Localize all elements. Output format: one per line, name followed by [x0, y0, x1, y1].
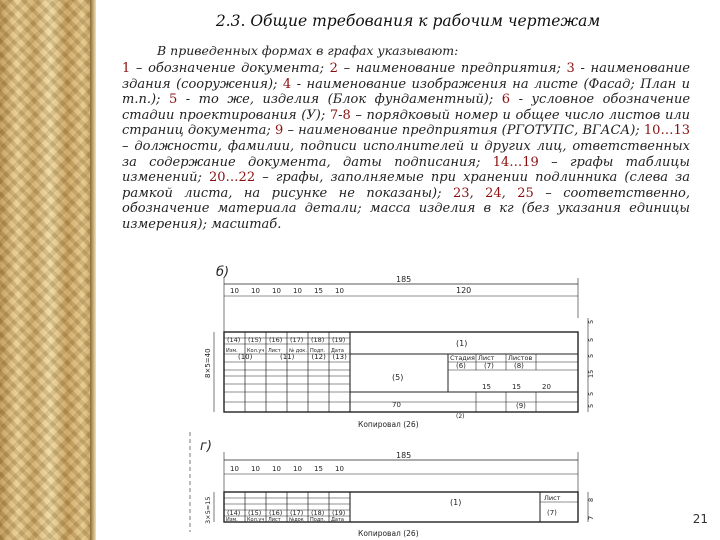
- drawing-b: [204, 265, 595, 429]
- field-number: 10…13: [643, 123, 690, 139]
- description-paragraph: [122, 61, 690, 233]
- dim-185-g: 185: [396, 451, 412, 460]
- description-text: ,: [501, 185, 518, 201]
- drawing-g-label: г): [200, 439, 212, 454]
- dim-left-g: 3×5=15: [204, 496, 212, 524]
- dim-right-b-1: 5: [587, 337, 595, 342]
- change-col-14: (14): [227, 509, 241, 517]
- field-9: (9): [516, 402, 526, 410]
- dim-10-g-3: 10: [293, 465, 302, 473]
- dim-10-0: 10: [230, 287, 239, 295]
- dim-right-b-2: 5: [587, 353, 595, 358]
- dim-10-g-5: 10: [335, 465, 344, 473]
- change-col-16: (16): [269, 509, 283, 517]
- header-4: Подп.: [310, 348, 326, 354]
- header-1: Кол.уч: [247, 348, 265, 354]
- dim-10-3: 10: [293, 287, 302, 295]
- description-text: -: [338, 107, 343, 123]
- stage-header-0: Стадия: [450, 354, 475, 362]
- change-col-15: (15): [248, 509, 262, 517]
- change-col-16: (16): [269, 336, 283, 344]
- field-70: 70: [392, 401, 401, 409]
- copy-label-b: Копировал (26): [358, 420, 419, 429]
- header-4: Подп.: [310, 517, 326, 523]
- field-number: 20…22: [209, 170, 256, 186]
- header-5: Дата: [331, 348, 344, 354]
- change-col-17: (17): [290, 509, 304, 517]
- field-1: (1): [456, 339, 468, 348]
- description-text: – должности, фамилии, подписи исполнителей и других лиц, ответственных за содержание документа, даты подписания;: [122, 138, 690, 170]
- description-text: – соответственно, обозначение материала детали; масса изделия в кг (без указания единицы измерения); масштаб.: [122, 185, 690, 232]
- field-number: 14…19: [492, 154, 539, 170]
- dim-10-4: 15: [314, 287, 323, 295]
- stage-cell-2: (8): [514, 362, 524, 370]
- dim-right-b-0: 5: [587, 319, 595, 324]
- field-number: 5: [168, 92, 178, 108]
- header-2: Лист: [268, 517, 281, 523]
- dim-right-g-7: 7: [587, 515, 595, 520]
- dim-right-b-3: 15: [587, 369, 595, 378]
- sheet-label-g: Лист: [544, 494, 561, 502]
- dim-10-g-4: 15: [314, 465, 323, 473]
- field-number: 7: [329, 107, 339, 123]
- description-text: – порядковый номер и общее число листов или страниц документа;: [122, 107, 691, 139]
- dim-10-g-0: 10: [230, 465, 239, 473]
- description-text: – графы, заполняемые при хранении подлинника (слева за рамкой листа, на рисунке не показаны);: [122, 170, 690, 201]
- field-number: 3: [566, 61, 575, 76]
- field-number: 2: [329, 61, 338, 76]
- dim-10-g-1: 10: [251, 465, 260, 473]
- header-5: Дата: [331, 517, 344, 523]
- change-col-15: (15): [248, 336, 262, 344]
- page-title: 2.3. Общие требования к рабочим чертежам: [215, 12, 601, 30]
- copy-label-g: Копировал (26): [358, 529, 419, 538]
- header-0: Изм.: [226, 517, 238, 523]
- drawing-b-label: б): [216, 265, 230, 280]
- stage-cell-1: (7): [484, 362, 494, 370]
- bottom-dim-1: 15: [482, 383, 491, 391]
- dim-185: 185: [396, 275, 412, 284]
- field-number: 4: [282, 76, 292, 92]
- description-text: ,: [469, 185, 486, 201]
- description-text: – наименование предприятия;: [337, 61, 567, 76]
- header-1: Кол.уч: [247, 517, 265, 523]
- stage-header-2: Листов: [508, 354, 533, 362]
- dim-right-g-8: 8: [587, 497, 595, 502]
- dim-10-5: 10: [335, 287, 344, 295]
- field-number: 6: [501, 92, 511, 108]
- dim-120: 120: [456, 286, 472, 295]
- dim-right-b-4: 5: [587, 391, 595, 396]
- field-10: (10): [238, 353, 253, 361]
- header-3: №док: [289, 517, 304, 523]
- field-number: 9: [274, 123, 284, 139]
- bottom-dim-3: 20: [542, 383, 551, 391]
- change-col-17: (17): [290, 336, 304, 344]
- drawing-g: [190, 432, 595, 538]
- change-col-19: (19): [332, 509, 346, 517]
- change-col-18: (18): [311, 336, 325, 344]
- description-text: - то же, изделия (Блок фундаментный);: [177, 92, 502, 108]
- description-text: - наименование здания (сооружения);: [122, 61, 691, 92]
- change-col-18: (18): [311, 509, 325, 517]
- field-13: (13): [332, 353, 347, 361]
- description-text: – графы таблицы изменений;: [122, 154, 691, 186]
- field-number: 25: [517, 185, 534, 201]
- field-1-g: (1): [450, 498, 462, 507]
- header-2: Лист: [268, 348, 281, 354]
- description-text: - наименование изображения на листе (Фасад; План и т.п.);: [122, 76, 690, 108]
- change-col-14: (14): [227, 336, 241, 344]
- description-text: - условное обозначение стадии проектирования (У);: [122, 92, 691, 123]
- bottom-dim-2: 15: [512, 383, 521, 391]
- stage-cell-0: (6): [456, 362, 466, 370]
- field-7-g: (7): [547, 509, 557, 517]
- field-number: 1: [122, 61, 131, 76]
- field-12: (12): [311, 353, 326, 361]
- page-number: 21: [692, 512, 708, 526]
- stage-header-1: Лист: [478, 354, 495, 362]
- dim-row-10: [230, 287, 344, 295]
- field-number: 23: [452, 185, 470, 201]
- header-3: № док.: [289, 348, 307, 354]
- field-11: (11): [280, 353, 295, 361]
- field-number: 24: [485, 185, 502, 201]
- dim-10-g-2: 10: [272, 465, 281, 473]
- description-text: – обозначение документа;: [130, 61, 330, 76]
- description-text: – наименование предприятия (РГОТУПС, ВГАСА);: [283, 123, 644, 139]
- dim-10-2: 10: [272, 287, 281, 295]
- title-block-drawings: [180, 262, 600, 540]
- header-0: Изм.: [226, 348, 238, 354]
- field-2: (2): [456, 413, 465, 420]
- intro-text: В приведенных формах в графах указывают:: [157, 43, 459, 58]
- dim-right-b-5: 5: [587, 403, 595, 408]
- change-col-19: (19): [332, 336, 346, 344]
- dim-10-1: 10: [251, 287, 260, 295]
- field-5: (5): [392, 373, 404, 382]
- decorative-ornament-band: [0, 0, 96, 540]
- dim-left-b: 8×5=40: [204, 348, 212, 378]
- field-number: 8: [342, 107, 351, 123]
